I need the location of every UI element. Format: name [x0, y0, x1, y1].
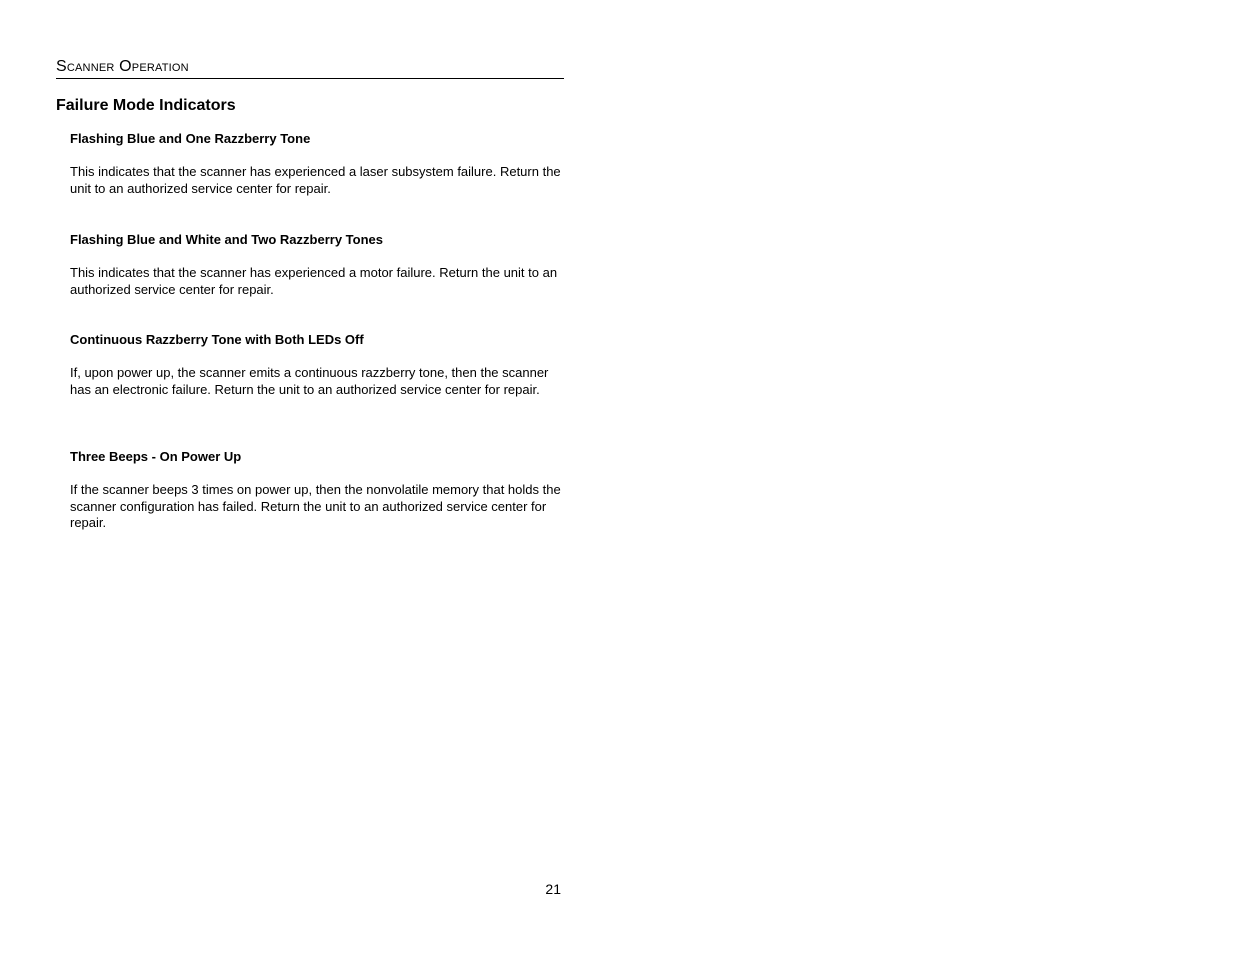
indicator-heading: Flashing Blue and One Razzberry Tone [70, 131, 311, 146]
indicator-heading: Continuous Razzberry Tone with Both LEDs Off [70, 332, 364, 347]
indicator-entry-motor-failure [70, 232, 564, 298]
indicator-entry-laser-failure [70, 131, 564, 197]
indicator-description: This indicates that the scanner has experienced a motor failure. Return the unit to an authorized service center for repair. [70, 265, 558, 297]
page-number: 21 [545, 881, 561, 897]
indicator-description: If the scanner beeps 3 times on power up, then the nonvolatile memory that holds the scanner configuration has failed. Return the unit to an authorized service center for repair. [70, 482, 561, 530]
indicator-entry-memory-failure [70, 449, 564, 532]
indicator-description: If, upon power up, the scanner emits a continuous razzberry tone, then the scanner has an electronic failure. Return the unit to an authorized service center for repair. [70, 365, 549, 397]
indicator-heading: Flashing Blue and White and Two Razzberry Tones [70, 232, 383, 247]
indicator-heading: Three Beeps - On Power Up [70, 449, 242, 464]
indicator-entry-electronic-failure [70, 332, 564, 398]
section-title: Failure Mode Indicators [56, 97, 236, 114]
running-header: Scanner Operation [56, 56, 564, 79]
indicator-description: This indicates that the scanner has experienced a laser subsystem failure. Return the unit to an authorized service center for repair. [70, 164, 561, 196]
